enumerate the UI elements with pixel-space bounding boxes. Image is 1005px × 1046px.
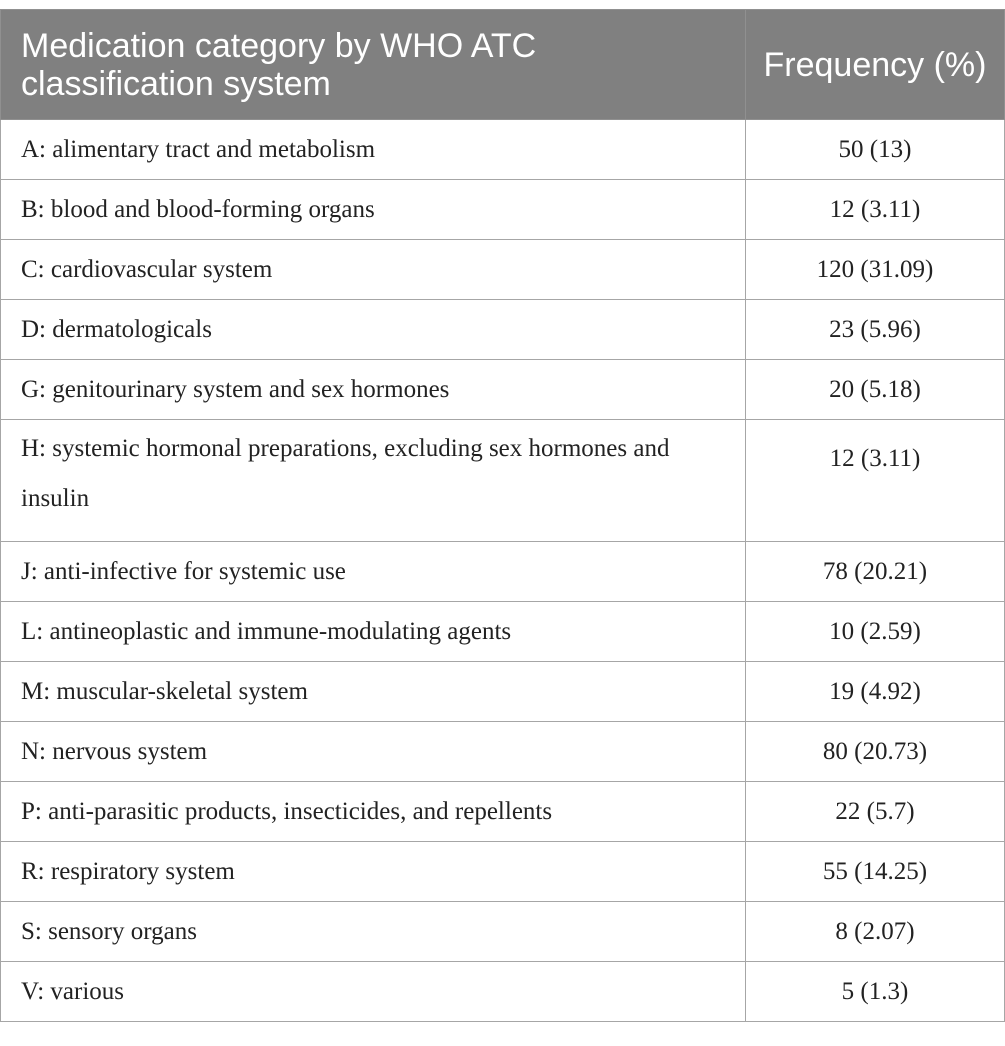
table-header: [1, 10, 1005, 120]
row-frequency: 19 (4.92): [746, 662, 1005, 722]
row-category: H: systemic hormonal preparations, excluding sex hormones and insulin: [1, 420, 746, 542]
row-frequency: 55 (14.25): [746, 842, 1005, 902]
medication-table-container: [0, 9, 1004, 1022]
header-category: Medication category by WHO ATC classification system: [1, 10, 746, 120]
table-row: [1, 300, 1005, 360]
row-frequency: 20 (5.18): [746, 360, 1005, 420]
table-row: [1, 962, 1005, 1022]
table-row: [1, 602, 1005, 662]
row-category: R: respiratory system: [1, 842, 746, 902]
row-category: J: anti-infective for systemic use: [1, 542, 746, 602]
row-category: A: alimentary tract and metabolism: [1, 120, 746, 180]
row-frequency: 12 (3.11): [746, 420, 1005, 542]
table-row: [1, 542, 1005, 602]
row-frequency: 22 (5.7): [746, 782, 1005, 842]
row-category: N: nervous system: [1, 722, 746, 782]
row-category: P: anti-parasitic products, insecticides, and repellents: [1, 782, 746, 842]
row-category: D: dermatologicals: [1, 300, 746, 360]
table-body: [1, 120, 1005, 1022]
table-row: [1, 842, 1005, 902]
row-category: B: blood and blood-forming organs: [1, 180, 746, 240]
row-category: M: muscular-skeletal system: [1, 662, 746, 722]
row-frequency: 8 (2.07): [746, 902, 1005, 962]
table-row: [1, 662, 1005, 722]
medication-category-table: [0, 9, 1005, 1022]
row-category: C: cardiovascular system: [1, 240, 746, 300]
row-frequency: 120 (31.09): [746, 240, 1005, 300]
row-category: G: genitourinary system and sex hormones: [1, 360, 746, 420]
header-frequency: Frequency (%): [746, 10, 1005, 120]
table-row: [1, 120, 1005, 180]
row-frequency: 78 (20.21): [746, 542, 1005, 602]
table-row: [1, 180, 1005, 240]
row-frequency: 12 (3.11): [746, 180, 1005, 240]
row-frequency: 5 (1.3): [746, 962, 1005, 1022]
row-category: L: antineoplastic and immune-modulating agents: [1, 602, 746, 662]
row-frequency: 10 (2.59): [746, 602, 1005, 662]
header-row: [1, 10, 1005, 120]
row-category: V: various: [1, 962, 746, 1022]
row-frequency: 80 (20.73): [746, 722, 1005, 782]
row-frequency: 50 (13): [746, 120, 1005, 180]
table-row: [1, 722, 1005, 782]
table-row: [1, 240, 1005, 300]
table-row: [1, 420, 1005, 542]
table-row: [1, 782, 1005, 842]
row-frequency: 23 (5.96): [746, 300, 1005, 360]
table-row: [1, 360, 1005, 420]
table-row: [1, 902, 1005, 962]
row-category: S: sensory organs: [1, 902, 746, 962]
